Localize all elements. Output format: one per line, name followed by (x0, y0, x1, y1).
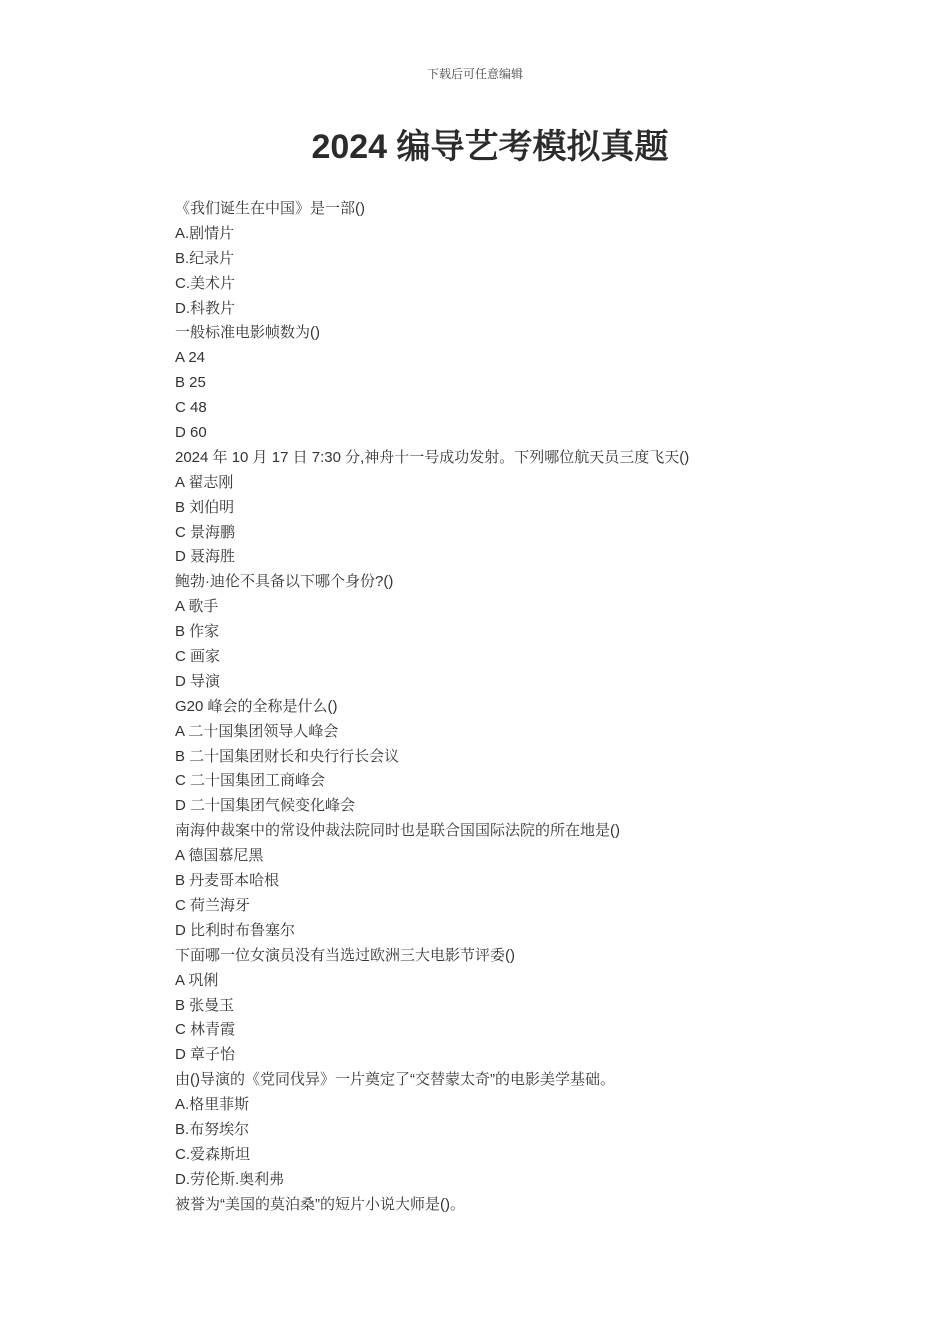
answer-option: A 歌手 (175, 598, 219, 616)
answer-option: A 24 (175, 349, 206, 367)
answer-option: C 画家 (175, 648, 221, 666)
answer-option: C 48 (175, 399, 207, 417)
answer-option: A.剧情片 (175, 224, 235, 242)
answer-option: C 二十国集团工商峰会 (175, 772, 326, 790)
header-note: 下载后可任意编辑 (426, 67, 523, 81)
answer-option: A 二十国集团领导人峰会 (175, 722, 339, 740)
question-text: 由()导演的《党同伐异》一片奠定了“交替蒙太奇”的电影美学基础。 (175, 1071, 615, 1089)
answer-option: B 丹麦哥本哈根 (175, 872, 280, 890)
answer-option: D 章子怡 (175, 1046, 236, 1064)
question-text: 鲍勃·迪伦不具备以下哪个身份?() (175, 573, 394, 591)
answer-option: C.爱森斯坦 (175, 1145, 251, 1163)
answer-option: A 翟志刚 (175, 473, 234, 491)
answer-option: B 二十国集团财长和央行行长会议 (175, 747, 400, 765)
question-text: 一般标准电影帧数为() (175, 324, 320, 342)
answer-option: B 张曼玉 (175, 996, 235, 1014)
question-text: 《我们诞生在中国》是一部() (175, 200, 365, 217)
answer-option: A.格里菲斯 (175, 1096, 250, 1114)
question-text: 南海仲裁案中的常设仲裁法院同时也是联合国国际法院的所在地是() (175, 822, 620, 840)
answer-option: A 巩俐 (175, 971, 219, 989)
question-list (175, 197, 875, 1218)
page-title: 2024 编导艺考模拟真题 (311, 128, 669, 166)
answer-option: A 德国慕尼黑 (175, 847, 264, 865)
answer-option: B 作家 (175, 623, 220, 641)
answer-option: C 林青霞 (175, 1021, 236, 1039)
question-text: G20 峰会的全称是什么() (175, 697, 338, 715)
answer-option: B 25 (175, 374, 206, 392)
answer-option: C 景海鹏 (175, 523, 236, 541)
question-text: 被誉为“美国的莫泊桑”的短片小说大师是()。 (175, 1195, 465, 1213)
answer-option: D 比利时布鲁塞尔 (175, 921, 296, 939)
answer-option: B 刘伯明 (175, 498, 235, 516)
answer-option: D 导演 (175, 672, 221, 690)
question-text: 2024 年 10 月 17 日 7:30 分,神舟十一号成功发射。下列哪位航天员三度飞天() (175, 448, 690, 466)
answer-option: B.布努埃尔 (175, 1120, 250, 1138)
question-text: 下面哪一位女演员没有当选过欧洲三大电影节评委() (175, 946, 515, 964)
answer-option: D 二十国集团气候变化峰会 (175, 797, 356, 815)
answer-option: D 聂海胜 (175, 548, 236, 566)
answer-option: D.劳伦斯.奥利弗 (175, 1170, 285, 1188)
answer-option: D.科教片 (175, 299, 236, 317)
answer-option: C 荷兰海牙 (175, 896, 251, 914)
answer-option: B.纪录片 (175, 249, 235, 267)
answer-option: C.美术片 (175, 274, 236, 292)
answer-option: D 60 (175, 424, 207, 442)
